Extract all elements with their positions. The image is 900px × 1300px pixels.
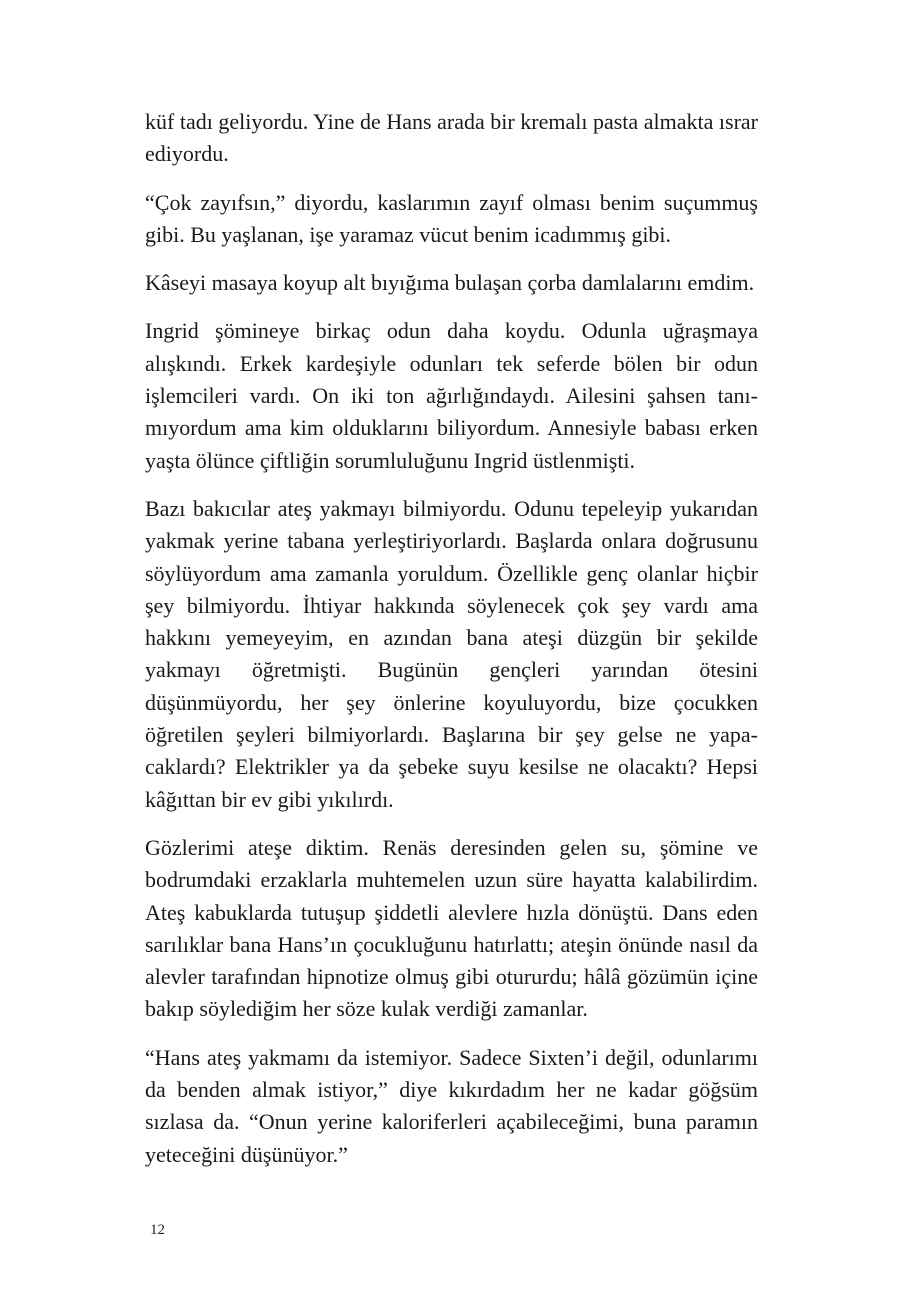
- page-number: 12: [150, 1222, 165, 1238]
- paragraph-2: “Çok zayıfsın,” diyordu, kaslarımın zayıf olması benim suçummuş gibi. Bu yaşlanan, işe yaramaz vücut benim icadımmış gibi.: [145, 189, 758, 247]
- paragraph-1: küf tadı geliyordu. Yine de Hans arada bir kremalı pasta almakta ısrar ediyordu.: [145, 109, 758, 167]
- paragraph-4: Ingrid şömineye birkaç odun daha koydu. Odunla uğraşmaya alışkındı. Erkek kardeşiyle odunları tek seferde bölen bir odun işlemcileri vardı. On iki ton ağırlığındaydı. Ailesini şahsen tanımıyordum ama kim olduklarını biliyordum. Annesiyle babası erken yaşta ölünce çiftliğin sorumluluğunu Ingrid üstlenmişti.: [145, 318, 758, 473]
- paragraph-3: Kâseyi masaya koyup alt bıyığıma bulaşan çorba damlalarını emdim.: [145, 270, 755, 296]
- paragraph-6: Gözlerimi ateşe diktim. Renäs deresinden gelen su, şömine ve bodrumdaki erzaklarla muhtemelen uzun süre hayatta kalabilirdim. Ateş kabuklarda tutuşup şiddetli alevlere hızla dönüştü. Dans eden sarılıklar bana Hans’ın çocukluğunu hatırlattı; ateşin önünde nasıl da alevler tarafından hipnotize olmuş gibi otururdu; hâlâ gözümün içine bakıp söylediğim her söze kulak verdiği zamanlar.: [145, 834, 758, 1022]
- page-body: [145, 106, 758, 1187]
- paragraph-7: “Hans ateş yakmamı da istemiyor. Sadece Sixten’i değil, odunlarımı da benden almak istiyor,” diye kıkırdadım her ne kadar göğsüm sızlasa da. “Onun yerine kaloriferleri açabileceğimi, buna paramın yeteceğini düşünüyor.”: [145, 1044, 758, 1167]
- paragraph-5: Bazı bakıcılar ateş yakmayı bilmiyordu. Odunu tepeleyip yukarıdan yakmak yerine tabana yerleştiriyorlardı. Başlarda onlara doğrusunu söylüyordum ama zamanla yoruldum. Özellikle genç olanlar hiçbir şey bilmiyordu. İhtiyar hakkında söylenecek çok şey vardı ama hakkını yemeyeyim, en azından bana ateşi düzgün bir şekilde yakmayı öğretmişti. Bugünün gençleri yarından ötesini düşünmüyordu, her şey önlerine koyuluyordu, bize çocukken öğretilen şeyleri bilmiyorlardı. Başlarına bir şey gelse ne yapacaklardı? Elektrikler ya da şebeke suyu kesilse ne olacaktı? Hepsi kâğıttan bir ev gibi yıkılırdı.: [145, 495, 758, 812]
